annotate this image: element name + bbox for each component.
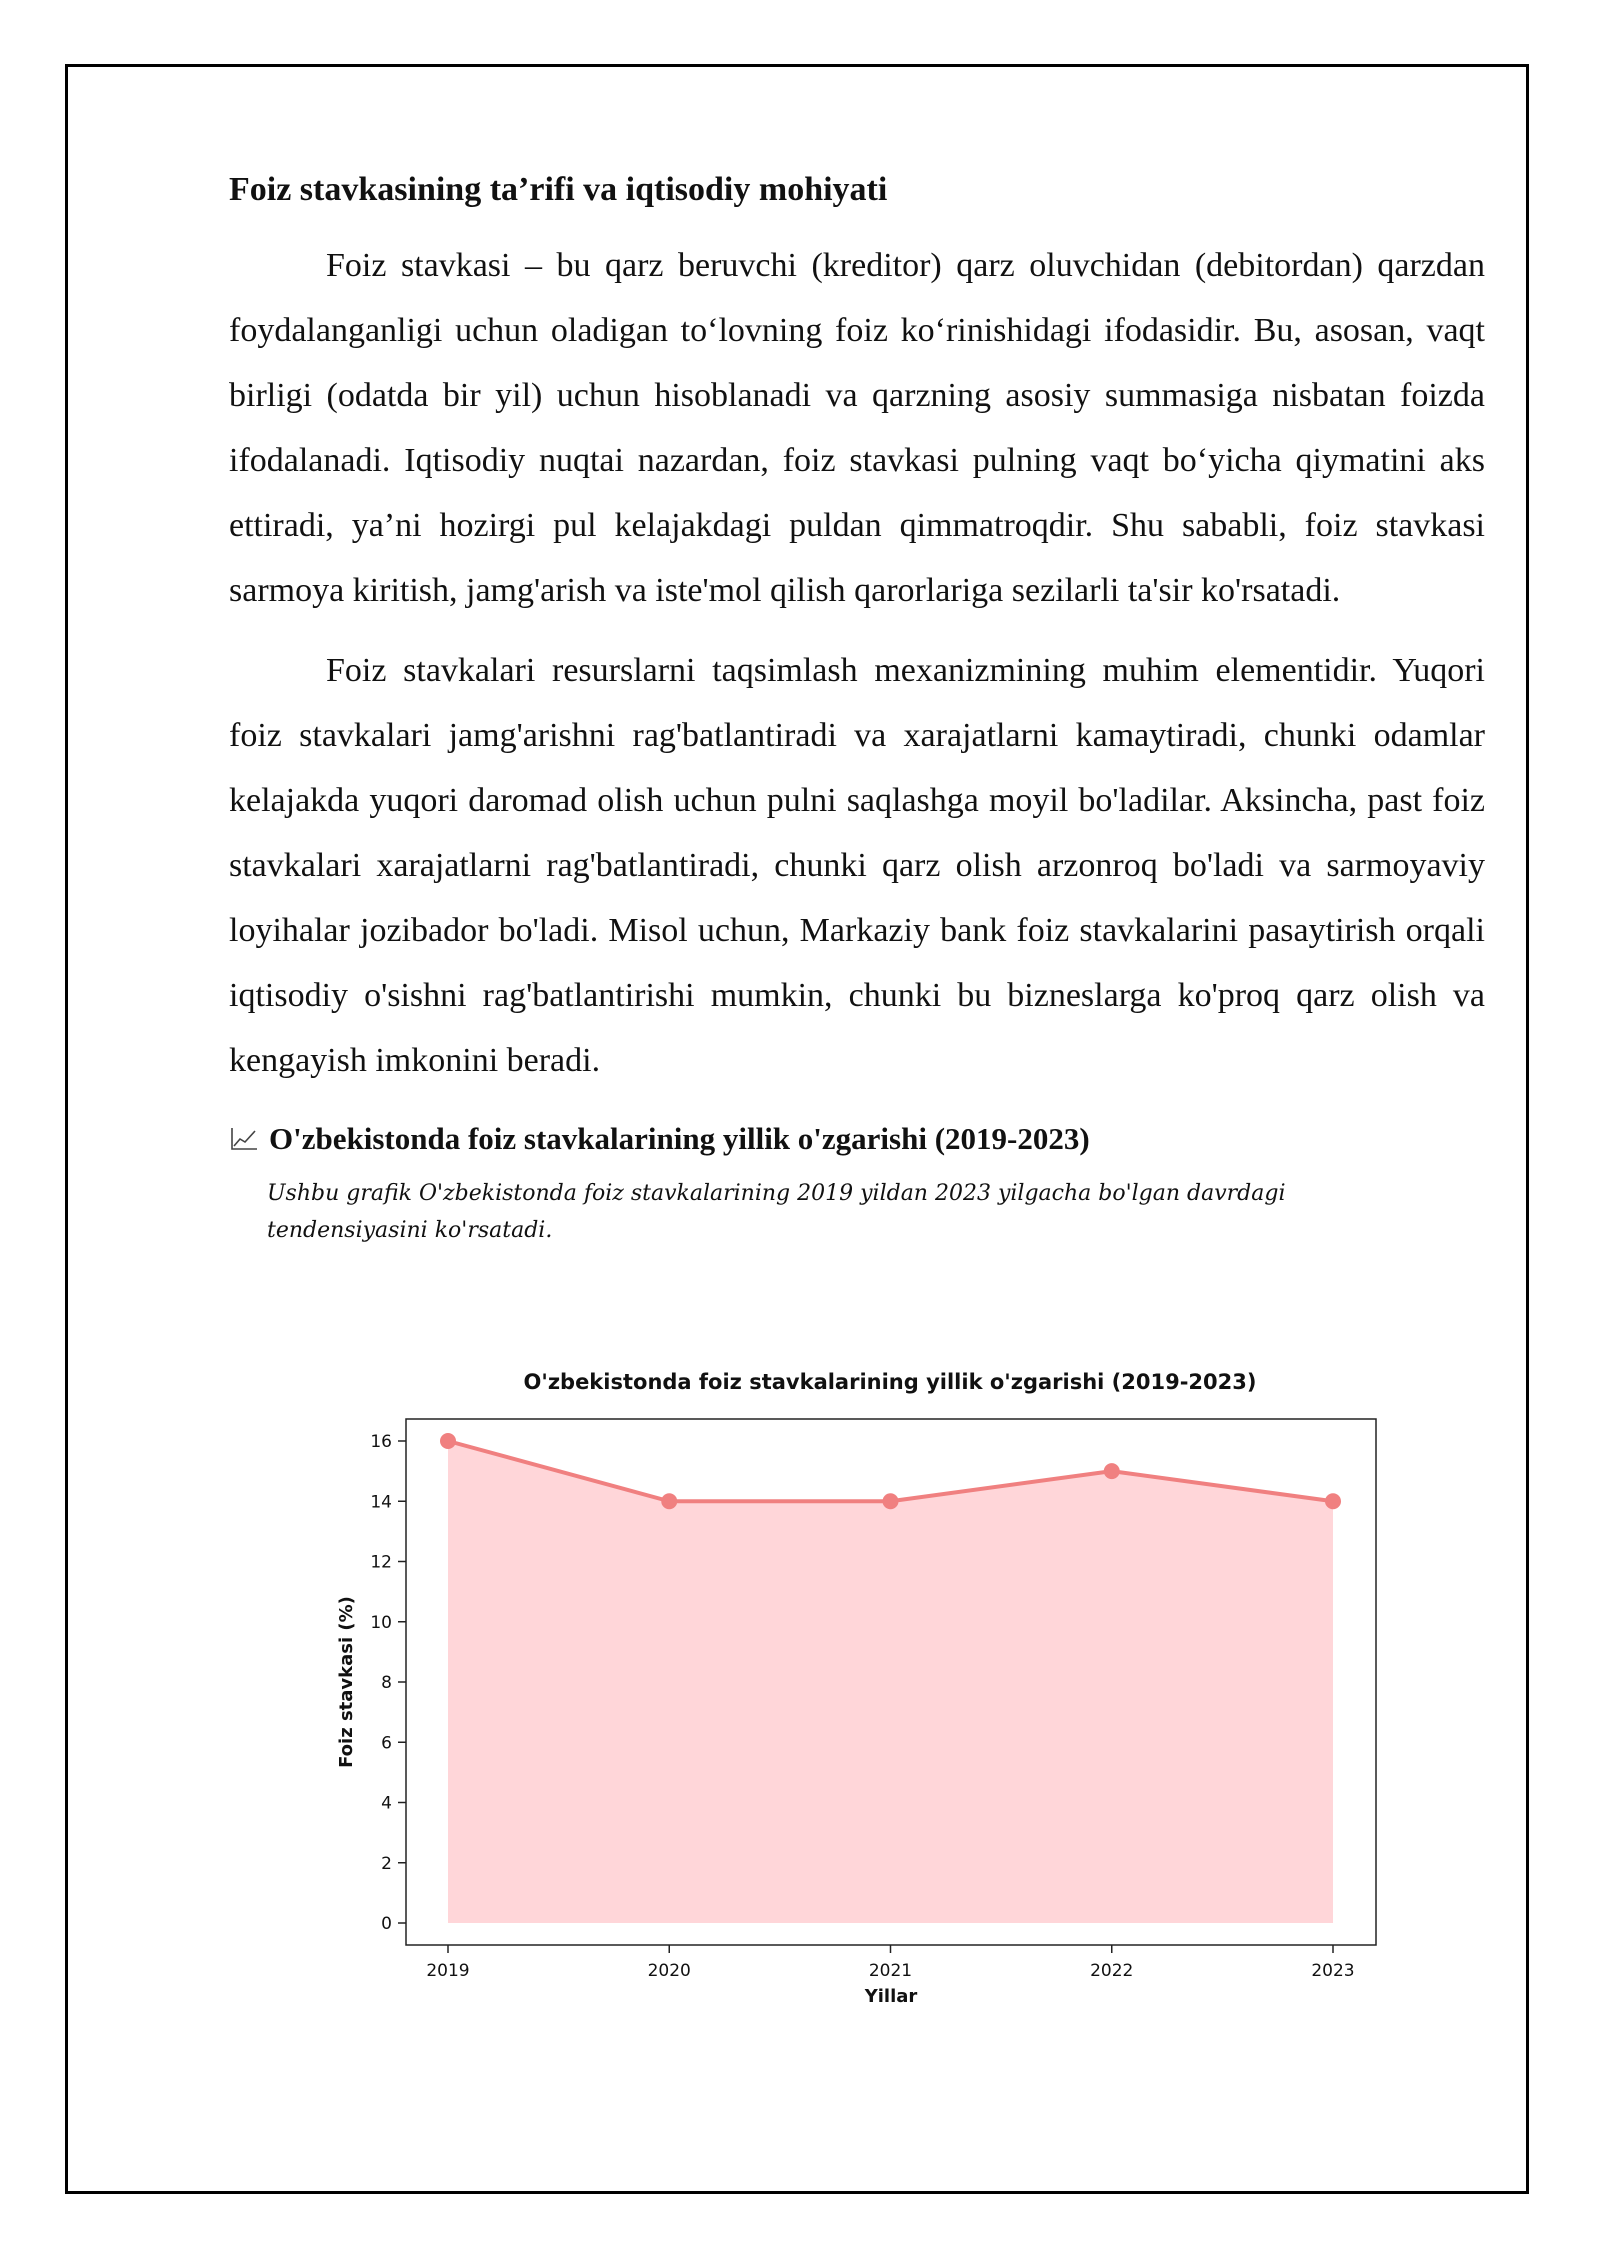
y-tick-label: 2 [381,1853,392,1874]
paragraph-definition: Foiz stavkasi – bu qarz beruvchi (kreditor) qarz oluvchidan (debitordan) qarzdan foydalanganligi uchun oladigan to‘lovning foiz ko‘rinishidagi ifodasidir. Bu, asosan, vaqt birligi (odatda bir yil) uchun hisoblanadi va qarzning asosiy summasiga nisbatan foizda ifodalanadi. Iqtisodiy nuqtai nazardan, foiz stavkasi pulning vaqt bo‘yicha qiymatini aks ettiradi, ya’ni hozirgi pul kelajakdagi puldan qimmatroqdir. Shu sababli, foiz stavkasi sarmoya kiritish, jamg'arish va iste'mol qilish qarorlariga sezilarli ta'sir ko'rsatadi. [229,246,1485,609]
chart-increasing-icon [229,1126,259,1152]
figure-caption: Ushbu grafik O'zbekistonda foiz stavkalarining 2019 yildan 2023 yilgacha bo'lgan davrdagi tendensiyasini ko'rsatadi. [267,1180,1286,1243]
y-tick-label: 0 [381,1914,392,1934]
chart-title: O'zbekistonda foiz stavkalarining yillik o'zgarishi (2019-2023) [523,1370,1257,1394]
data-point-2019 [440,1433,456,1449]
y-tick-label: 10 [370,1612,392,1633]
chart-container [320,1355,1420,2015]
y-tick-label: 12 [370,1552,392,1573]
data-point-2022 [1104,1463,1120,1479]
x-axis-label: Yillar [864,1986,918,2007]
x-tick-label: 2021 [868,1961,913,1981]
data-point-2023 [1325,1493,1341,1509]
y-tick-label: 6 [381,1733,392,1754]
figure-heading-text: O'zbekistonda foiz stavkalarining yillik o'zgarishi (2019-2023) [269,1120,1090,1156]
y-axis-label: Foiz stavkasi (%) [336,1596,357,1768]
data-point-2021 [883,1493,899,1509]
y-tick-label: 4 [381,1793,392,1814]
figure-heading [229,1121,1485,1157]
data-point-2020 [661,1493,677,1509]
document-content [229,170,1485,1249]
x-tick-label: 2020 [647,1961,691,1981]
y-tick-label: 14 [370,1492,392,1513]
area-fill [448,1441,1333,1923]
y-tick-label: 16 [370,1432,392,1452]
section-title: Foiz stavkasining ta’rifi va iqtisodiy mohiyati [229,171,888,208]
paragraph-resource-allocation: Foiz stavkalari resurslarni taqsimlash mexanizmining muhim elementidir. Yuqori foiz stavkalari jamg'arishni rag'batlantiradi va xarajatlarni kamaytiradi, chunki odamlar kelajakda yuqori daromad olish uchun pulni saqlashga moyil bo'ladilar. Aksincha, past foiz stavkalari xarajatlarni rag'batlantiradi, chunki qarz olish arzonroq bo'ladi va sarmoyaviy loyihalar jozibador bo'ladi. Misol uchun, Markaziy bank foiz stavkalarini pasaytirish orqali iqtisodiy o'sishni rag'batlantirishi mumkin, chunki bu bizneslarga ko'proq qarz olish va kengayish imkonini beradi. [229,651,1485,1079]
x-tick-label: 2023 [1311,1961,1355,1981]
x-tick-label: 2022 [1090,1961,1134,1981]
y-tick-label: 8 [381,1673,392,1693]
x-tick-label: 2019 [426,1961,470,1981]
area-chart [320,1355,1420,2015]
